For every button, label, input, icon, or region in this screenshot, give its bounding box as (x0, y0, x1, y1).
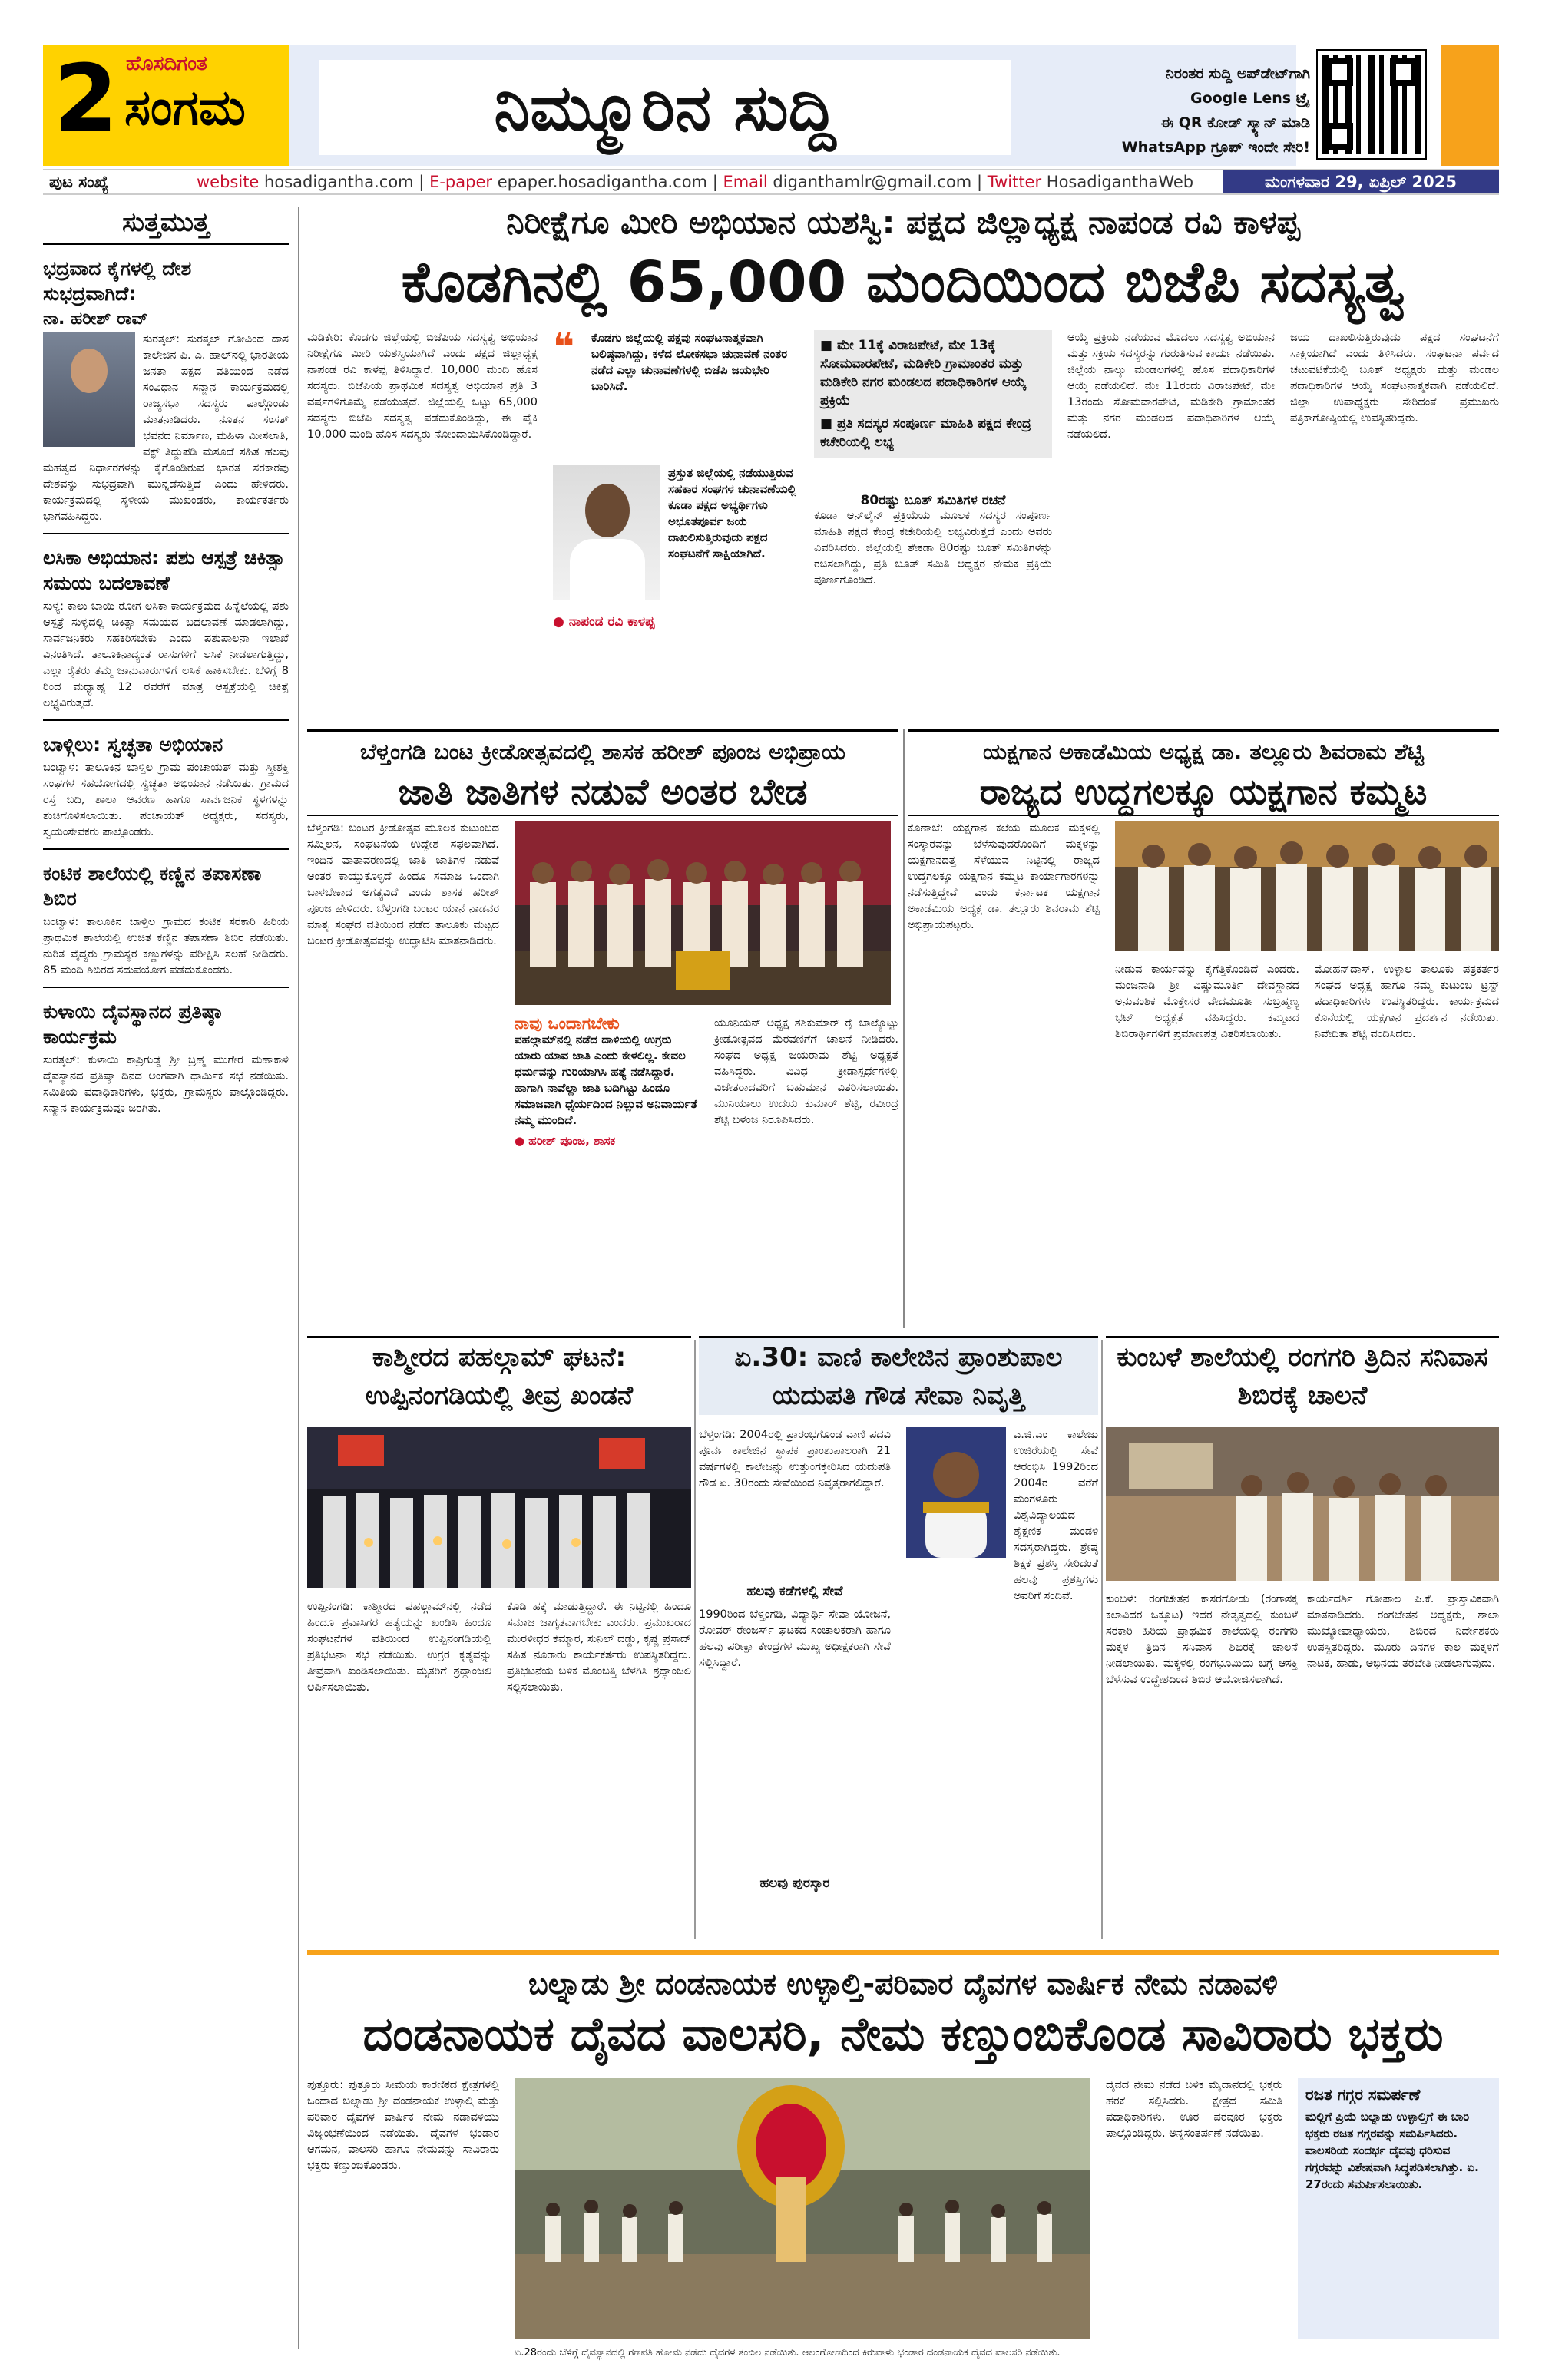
column-rule (694, 1340, 696, 1939)
quote-title: ನಾವು ಒಂದಾಗಬೇಕು (515, 1014, 620, 1033)
festival-photo-illustration (515, 2078, 1090, 2339)
sidebar-title: ರಜತ ಗಗ್ಗರ ಸಮರ್ಪಣೆ (1305, 2085, 1421, 2104)
story-author: ನಾ. ಹರೀಶ್ ರಾವ್ (43, 309, 148, 329)
highlight-box (814, 330, 1052, 458)
story-body: ಯೂನಿಯನ್ ಅಧ್ಯಕ್ಷ ಶಶಿಕುಮಾರ್ ರೈ ಬಾಲ್ಯೊಟ್ಟು ಕ್ರೀಡೋತ್ಸವದ ಮೆರವಣಿಗೆಗೆ ಚಾಲನೆ ನೀಡಿದರು. ಸಂಘದ ಅಧ್ಯಕ್ಷ ಜಯರಾಮ ಶೆಟ್ಟಿ ಅಧ್ಯಕ್ಷತೆ ವಹಿಸಿದ್ದರು. ವಿವಿಧ ಕ್ರೀಡಾಸ್ಪರ್ಧೆಗಳಲ್ಲಿ ವಿಜೇತರಾದವರಿಗೆ ಬಹುಮಾನ ವಿತರಿಸಲಾಯಿತು. ಮುನಿಯಾಲು ಉದಯ ಕುಮಾರ್ ಶೆಟ್ಟಿ, ರವೀಂದ್ರ ಶೆಟ್ಟಿ ಬಳಂಜ ನಿರೂಪಿಸಿದರು. (714, 1017, 898, 1126)
divider (43, 533, 289, 534)
left-story (43, 545, 289, 721)
story-principal (699, 1336, 1098, 1942)
divider (43, 987, 289, 988)
speaker-photo (43, 332, 135, 447)
story-kicker: ಬಲ್ನಾಡು ಶ್ರೀ ದಂಡನಾಯಕ ಉಳ್ಳಾಲ್ತಿ-ಪರಿವಾರ ದೈವಗಳ ವಾರ್ಷಿಕ ನೇಮ ನಡಾವಳಿ (528, 1967, 1278, 2001)
subhead: 80ರಷ್ಟು ಬೂತ್ ಸಮಿತಿಗಳ ರಚನೆ (860, 493, 1006, 508)
workshop-photo (1106, 1427, 1499, 1581)
twitter-label: Twitter (987, 173, 1042, 191)
column-rule (1101, 1340, 1103, 1939)
section-title: ನಿಮ್ಮೂರಿನ ಸುದ್ದಿ (319, 60, 1011, 155)
story-body: ಎ.ಜಿ.ಎಂ ಕಾಲೇಜು ಉಜಿರೆಯಲ್ಲಿ ಸೇವೆ ಆರಂಭಿಸಿ 1992ರಿಂದ 2004ರ ವರೆಗೆ ಮಂಗಳೂರು ವಿಶ್ವವಿದ್ಯಾಲಯದ ಶೈಕ್ಷಣಿಕ ಮಂಡಳಿ ಸದಸ್ಯರಾಗಿದ್ದರು. ಶ್ರೇಷ್ಠ ಶಿಕ್ಷಕ ಪ್ರಶಸ್ತಿ ಸೇರಿದಂತೆ ಹಲವು ಪ್ರಶಸ್ತಿಗಳು ಅವರಿಗೆ ಸಂದಿವೆ. (1014, 1429, 1098, 1602)
left-column (43, 207, 289, 2349)
supplement-name: ಸಂಗಮ (124, 80, 246, 137)
story-headline: ಕುಳಾಯಿ ದೈವಸ್ಥಾನದ ಪ್ರತಿಷ್ಠಾ ಕಾರ್ಯಕ್ರಮ (43, 1000, 222, 1048)
pull-quote (553, 326, 806, 722)
event-photo (1115, 821, 1499, 951)
column-rule (298, 207, 299, 2349)
leader-photo (553, 465, 660, 600)
quote-author: ● ನಾಪಂಡ ರವಿ ಕಾಳಪ್ಪ (553, 614, 655, 630)
page-number: 2 (54, 46, 118, 153)
story-body: ಸುರತ್ಕಲ್: ಕುಳಾಯಿ ಕಾಪ್ರಿಗುಡ್ಡೆ ಶ್ರೀ ಬ್ರಹ್ಮ ಮುಗೇರ ಮಹಾಕಾಳಿ ದೈವಸ್ಥಾನದ ಪ್ರತಿಷ್ಠಾ ದಿನದ ಅಂಗವಾಗಿ ಧಾರ್ಮಿಕ ಸಭೆ ನಡೆಯಿತು. ಸಮಿತಿಯ ಪದಾಧಿಕಾರಿಗಳು, ಭಕ್ತರು, ಗ್ರಾಮಸ್ಥರು ಪಾಲ್ಗೊಂಡಿದ್ದರು. ಸನ್ಮಾನ ಕಾರ್ಯಕ್ರಮವೂ ಜರಗಿತು. (43, 1054, 289, 1115)
info-bar (43, 169, 1499, 195)
story-body: ಪುತ್ತೂರು: ಪುತ್ತೂರು ಸೀಮೆಯ ಕಾರಣಿಕದ ಕ್ಷೇತ್ರಗಳಲ್ಲಿ ಒಂದಾದ ಬಲ್ನಾಡು ಶ್ರೀ ದಂಡನಾಯಕ ಉಳ್ಳಾಲ್ತಿ ಮತ್ತು ಪರಿವಾರ ದೈವಗಳ ವಾರ್ಷಿಕ ನೇಮ ನಡಾವಳಿಯು ವಿಜೃಂಭಣೆಯಿಂದ ನಡೆಯಿತು. ದೈವಗಳ ಭಂಡಾರ ಆಗಮನ, ವಾಲಸರಿ ಹಾಗೂ ನೇಮವನ್ನು ಸಾವಿರಾರು ಭಕ್ತರು ಕಣ್ತುಂಬಿಕೊಂಡರು. (307, 2079, 499, 2172)
story-body: ಕೊಣಾಜೆ: ಯಕ್ಷಗಾನ ಕಲೆಯ ಮೂಲಕ ಮಕ್ಕಳಲ್ಲಿ ಸಂಸ್ಕಾರವನ್ನು ಬೆಳೆಸುವುದರೊಂದಿಗೆ ಮಕ್ಕಳನ್ನು ಯಕ್ಷಗಾನದತ್ತ ಸೆಳೆಯುವ ನಿಟ್ಟಿನಲ್ಲಿ ರಾಜ್ಯದ ಉದ್ದಗಲಕ್ಕೂ ಯಕ್ಷಗಾನ ಕಮ್ಮಟ ಕಾರ್ಯಾಗಾರಗಳನ್ನು ನಡೆಸುತ್ತಿದ್ದೇವೆ ಎಂದು ಕರ್ನಾಟಕ ಯಕ್ಷಗಾನ ಅಕಾಡೆಮಿಯ ಅಧ್ಯಕ್ಷ ಡಾ. ತಲ್ಲೂರು ಶಿವರಾಮ ಶೆಟ್ಟಿ ಅಭಿಪ್ರಾಯಪಟ್ಟರು. (908, 822, 1100, 931)
highlight-point: ■ ಪ್ರತಿ ಸದಸ್ಯರ ಸಂಪೂರ್ಣ ಮಾಹಿತಿ ಪಕ್ಷದ ಕೇಂದ್ರ ಕಚೇರಿಯಲ್ಲಿ ಲಭ್ಯ (820, 416, 1031, 450)
portrait-illustration (906, 1427, 1006, 1558)
story-body: ಮೋಹನ್‌ದಾಸ್, ಉಳ್ಳಾಲ ತಾಲೂಕು ಪತ್ರಕರ್ತರ ಸಂಘದ ಅಧ್ಯಕ್ಷ ಹಾಗೂ ನಮ್ಮ ಕುಟುಂಬ ಟ್ರಸ್ಟ್ ಪದಾಧಿಕಾರಿಗಳು ಉಪಸ್ಥಿತರಿದ್ದರು. ಕಾರ್ಯಕ್ರಮದ ಕೊನೆಯಲ್ಲಿ ಯಕ್ಷಗಾನ ಪ್ರದರ್ಶನ ನಡೆಯಿತು. ನಿವೇದಿತಾ ಶೆಟ್ಟಿ ವಂದಿಸಿದರು. (1315, 964, 1499, 1040)
qr-finder (1325, 58, 1353, 86)
promo-line: WhatsApp ಗ್ರೂಪ್ ಇಂದೇ ಸೇರಿ! (1121, 139, 1310, 156)
left-story (43, 256, 289, 534)
quote-text: ಪಹಲ್ಗಾಮ್‌ನಲ್ಲಿ ನಡೆದ ದಾಳಿಯಲ್ಲಿ ಉಗ್ರರು ಯಾರು ಯಾವ ಜಾತಿ ಎಂದು ಕೇಳಲಿಲ್ಲ. ಕೇವಲ ಧರ್ಮವನ್ನು ಗುರಿಯಾಗಿಸಿ ಹತ್ಯೆ ನಡೆಸಿದ್ದಾರೆ. ಹಾಗಾಗಿ ನಾವೆಲ್ಲಾ ಜಾತಿ ಬದಿಗಿಟ್ಟು ಹಿಂದೂ ಸಮಾಜವಾಗಿ ಧೈರ್ಯದಿಂದ ನಿಲ್ಲುವ ಅನಿವಾರ್ಯತೆ ನಮ್ಮ ಮುಂದಿದೆ. (515, 1033, 697, 1127)
story-body: ಬೆಳ್ತಂಗಡಿ: 2004ರಲ್ಲಿ ಪ್ರಾರಂಭಗೊಂಡ ವಾಣಿ ಪದವಿ ಪೂರ್ವ ಕಾಲೇಜಿನ ಸ್ಥಾಪಕ ಪ್ರಾಂಶುಪಾಲರಾಗಿ 21 ವರ್ಷಗಳಲ್ಲಿ ಕಾಲೇಜನ್ನು ಉತ್ತುಂಗಕ್ಕೇರಿಸಿದ ಯದುಪತಿ ಗೌಡ ಏ. 30ರಂದು ಸೇವೆಯಿಂದ ನಿವೃತ್ತರಾಗಲಿದ್ದಾರೆ. (699, 1429, 891, 1489)
story-headline: ರಾಜ್ಯದ ಉದ್ದಗಲಕ್ಕೂ ಯಕ್ಷಗಾನ ಕಮ್ಮಟ (908, 769, 1499, 816)
whatsapp-promo (1018, 61, 1310, 160)
story-ballanadu (307, 1950, 1499, 2359)
story-kicker: ಯಕ್ಷಗಾನ ಅಕಾಡೆಮಿಯ ಅಧ್ಯಕ್ಷ ಡಾ. ತಲ್ಲೂರು ಶಿವರಾಮ ಶೆಟ್ಟಿ (983, 739, 1424, 765)
quote-author: ● ಹರೀಶ್ ಪೂಂಜ, ಶಾಸಕ (515, 1134, 616, 1148)
photo-caption: ಏ.28ರಂದು ಬೆಳಿಗ್ಗೆ ದೈವಸ್ಥಾನದಲ್ಲಿ ಗಣಪತಿ ಹೋಮ ನಡೆದು ದೈವಗಳ ತಂಬಿಲ ನಡೆಯಿತು. ಆಲಂಗೋಣದಿಂದ ಕಿರುವಾಳು ಭಂಡಾರ ದಂಡನಾಯಕ ದೈವದ ವಾಲಸರಿ ನಡೆಯಿತು. (515, 2347, 1061, 2359)
accent-block (1441, 45, 1499, 166)
epaper-label: E-paper (429, 173, 492, 191)
subhead: ಹಲವು ಪುರಸ್ಕಾರ (759, 1876, 830, 1891)
story-body: ಆಯ್ಕೆ ಪ್ರಕ್ರಿಯೆ ನಡೆಯುವ ಮೊದಲು ಸದಸ್ಯತ್ವ ಅಭಿಯಾನ ಮತ್ತು ಸಕ್ರಿಯ ಸದಸ್ಯರನ್ನು ಗುರುತಿಸುವ ಕಾರ್ಯ ನಡೆಯಿತು. ಜಿಲ್ಲೆಯ ನಾಲ್ಕು ಮಂಡಲಗಳಲ್ಲಿ ಹೊಸ ಪದಾಧಿಕಾರಿಗಳ ಆಯ್ಕೆ ನಡೆಯಲಿದೆ. ಮೇ 11ರಂದು ವಿರಾಜಪೇಟೆ, ಮೇ 13ರಂದು ಸೋಮವಾರಪೇಟೆ, ಮಡಿಕೇರಿ ಗ್ರಾಮಾಂತರ ಮತ್ತು ನಗರ ಮಂಡಲದ ಪದಾಧಿಕಾರಿಗಳ ಆಯ್ಕೆ ನಡೆಯಲಿದೆ. (1067, 332, 1275, 441)
story-body: ಮಡಿಕೇರಿ: ಕೊಡಗು ಜಿಲ್ಲೆಯಲ್ಲಿ ಬಿಜೆಪಿಯ ಸದಸ್ಯತ್ವ ಅಭಿಯಾನ ನಿರೀಕ್ಷೆಗೂ ಮೀರಿ ಯಶಸ್ವಿಯಾಗಿದೆ ಎಂದು ಪಕ್ಷದ ಜಿಲ್ಲಾಧ್ಯಕ್ಷ ನಾಪಂಡ ರವಿ ಕಾಳಪ್ಪ ತಿಳಿಸಿದ್ದಾರೆ. 10,000 ಮಂದಿ ಹೊಸ ಸದಸ್ಯರು. ಬಿಜೆಪಿಯ ಪ್ರಾಥಮಿಕ ಸದಸ್ಯತ್ವ ಅಭಿಯಾನ ಪ್ರತಿ 3 ವರ್ಷಗಳಿಗೊಮ್ಮೆ ನಡೆಯುತ್ತದೆ. ಜಿಲ್ಲೆಯಲ್ಲಿ ಒಟ್ಟು 65,000 ಸದಸ್ಯರು ಬಿಜೆಪಿ ಸದಸ್ಯತ್ವ ಪಡೆದುಕೊಂಡಿದ್ದು, ಈ ಪೈಕಿ 10,000 ಮಂದಿ ಹೊಸ ಸದಸ್ಯರು ನೋಂದಾಯಿಸಿಕೊಂಡಿದ್ದಾರೆ. (307, 332, 538, 441)
contact-links: website hosadigantha.com | E-paper epaper.hosadigantha.com | Email diganthamlr@gmail.com | Twitter HosadiganthaWeb (197, 173, 1194, 191)
qr-finder (1325, 123, 1353, 150)
left-story (43, 732, 289, 850)
story-headline: ಬಾಳ್ಗಿಲು: ಸ್ವಚ್ಛತಾ ಅಭಿಯಾನ (43, 733, 223, 755)
subhead: ಹಲವು ಕಡೆಗಳಲ್ಲಿ ಸೇವೆ (746, 1584, 843, 1599)
story-body: ಸುರತ್ಕಲ್: ಸುರತ್ಕಲ್ ಗೋವಿಂದ ದಾಸ ಕಾಲೇಜಿನ ಪಿ. ಎ. ಹಾಲ್‌ನಲ್ಲಿ ಭಾರತೀಯ ಜನತಾ ಪಕ್ಷದ ವತಿಯಿಂದ ನಡೆದ ಸಂವಿಧಾನ ಸನ್ಮಾನ ಕಾರ್ಯಕ್ರಮದಲ್ಲಿ ರಾಜ್ಯಸಭಾ ಸದಸ್ಯರು ಪಾಲ್ಗೊಂಡು ಮಾತನಾಡಿದರು. ನೂತನ ಸಂಸತ್ ಭವನದ ನಿರ್ಮಾಣ, ಮಹಿಳಾ ಮೀಸಲಾತಿ, ವಕ್ಫ್ ತಿದ್ದುಪಡಿ ಮಸೂದೆ ಸಹಿತ ಹಲವು ಮಹತ್ವದ ನಿರ್ಧಾರಗಳನ್ನು ಕೈಗೊಂಡಿರುವ ಭಾರತ ಸರಕಾರವು ದೇಶವನ್ನು ಸುಭದ್ರವಾಗಿ ಮುನ್ನಡೆಸುತ್ತಿದೆ ಎಂದು ಹೇಳಿದರು. ಕಾರ್ಯಕ್ರಮದಲ್ಲಿ ಸ್ಥಳೀಯ ಮುಖಂಡರು, ಕಾರ್ಯಕರ್ತರು ಭಾಗವಹಿಸಿದ್ದರು. (43, 333, 289, 523)
story-yakshagana (908, 729, 1499, 1336)
story-body: ಕುಂಬಳೆ: ರಂಗಚೇತನ ಕಾಸರಗೋಡು (ರಂಗಾಸಕ್ತ ಕಲಾವಿದರ ಒಕ್ಕೂಟ) ಇದರ ನೇತೃತ್ವದಲ್ಲಿ ಕುಂಬಳೆ ಸರಕಾರಿ ಹಿರಿಯ ಪ್ರಾಥಮಿಕ ಶಾಲೆಯಲ್ಲಿ ರಂಗಗರಿ ಮಕ್ಕಳ ತ್ರಿದಿನ ಸನಿವಾಸ ಶಿಬಿರಕ್ಕೆ ಚಾಲನೆ ನೀಡಲಾಯಿತು. ಮಕ್ಕಳಲ್ಲಿ ರಂಗಭೂಮಿಯ ಬಗ್ಗೆ ಆಸಕ್ತಿ ಬೆಳೆಸುವ ಉದ್ದೇಶದಿಂದ ಶಿಬಿರ ಆಯೋಜಿಸಲಾಗಿದೆ. (1106, 1593, 1298, 1686)
festival-photo (515, 2078, 1090, 2339)
stage-photo-illustration (515, 821, 891, 1005)
story-body: ಸುಳ್ಯ: ಕಾಲು ಬಾಯಿ ರೋಗ ಲಸಿಕಾ ಕಾರ್ಯಕ್ರಮದ ಹಿನ್ನೆಲೆಯಲ್ಲಿ ಪಶು ಆಸ್ಪತ್ರೆ ಸುಳ್ಯದಲ್ಲಿ ಚಿಕಿತ್ಸಾ ಸಮಯದ ಬದಲಾವಣೆ ಮಾಡಲಾಗಿದ್ದು, ಸಾರ್ವಜನಿಕರು ಸಹಕರಿಸಬೇಕು ಎಂದು ಪಶುಪಾಲನಾ ಇಲಾಖೆ ವಿನಂತಿಸಿದೆ. ತಾಲೂಕಿನಾದ್ಯಂತ ರಾಸುಗಳಿಗೆ ಲಸಿಕೆ ನೀಡಲಾಗುತ್ತಿದ್ದು, ಎಲ್ಲಾ ರೈತರು ತಮ್ಮ ಜಾನುವಾರುಗಳಿಗೆ ಲಸಿಕೆ ಹಾಕಿಸಬೇಕು. ಬೆಳಿಗ್ಗೆ 8 ರಿಂದ ಮಧ್ಯಾಹ್ನ 12 ರವರೆಗೆ ಮಾತ್ರ ಆಸ್ಪತ್ರೆಯಲ್ಲಿ ಚಿಕಿತ್ಸೆ ಲಭ್ಯವಿರುತ್ತದೆ. (43, 600, 289, 709)
brand-block (43, 45, 289, 166)
story-kicker: ನಿರೀಕ್ಷೆಗೂ ಮೀರಿ ಅಭಿಯಾನ ಯಶಸ್ವಿ: ಪಕ್ಷದ ಜಿಲ್ಲಾಧ್ಯಕ್ಷ ನಾಪಂಡ ರವಿ ಕಾಳಪ್ಪ (506, 203, 1300, 241)
story-headline: ಜಾತಿ ಜಾತಿಗಳ ನಡುವೆ ಅಂತರ ಬೇಡ (307, 769, 898, 816)
quote-text: ಕೊಡಗು ಜಿಲ್ಲೆಯಲ್ಲಿ ಪಕ್ಷವು ಸಂಘಟನಾತ್ಮಕವಾಗಿ ಬಲಿಷ್ಠವಾಗಿದ್ದು, ಕಳೆದ ಲೋಕಸಭಾ ಚುನಾವಣೆ ನಂತರ ನಡೆದ ಎಲ್ಲಾ ಚುನಾವಣೆಗಳಲ್ಲಿ ಬಿಜೆಪಿ ಜಯಭೇರಿ ಬಾರಿಸಿದೆ. (591, 331, 788, 393)
sidebar-text: ಮಲ್ಲಿಗೆ ಪ್ರಿಯೆ ಬಲ್ನಾಡು ಉಳ್ಳಾಲ್ತಿಗೆ ಈ ಬಾರಿ ಭಕ್ತರು ರಜತ ಗಗ್ಗರವನ್ನು ಸಮರ್ಪಿಸಿದರು. ವಾಲಸರಿಯ ಸಂದರ್ಭ ದೈವವು ಧರಿಸುವ ಗಗ್ಗರವನ್ನು ವಿಶೇಷವಾಗಿ ಸಿದ್ಧಪಡಿಸಲಾಗಿತ್ತು. ಏ. 27ರಂದು ಸಮರ್ಪಿಸಲಾಯಿತು. (1305, 2110, 1479, 2191)
promo-line: ಈ QR ಕೋಡ್ ಸ್ಕ್ಯಾನ್ ಮಾಡಿ (1160, 114, 1310, 131)
story-body: ಬಂಟ್ವಾಳ: ತಾಲೂಕಿನ ಬಾಳ್ತಿಲ ಗ್ರಾಮದ ಕಂಟಿಕ ಸರಕಾರಿ ಹಿರಿಯ ಪ್ರಾಥಮಿಕ ಶಾಲೆಯಲ್ಲಿ ಉಚಿತ ಕಣ್ಣಿನ ತಪಾಸಣಾ ಶಿಬಿರ ನಡೆಯಿತು. ನುರಿತ ವೈದ್ಯರು ಗ್ರಾಮಸ್ಥರ ಕಣ್ಣುಗಳನ್ನು ಪರೀಕ್ಷಿಸಿ ಸಲಹೆ ನೀಡಿದರು. 85 ಮಂದಿ ಶಿಬಿರದ ಸದುಪಯೋಗ ಪಡೆದುಕೊಂಡರು. (43, 916, 289, 977)
epaper-link[interactable]: epaper.hosadigantha.com (497, 173, 708, 191)
divider (43, 848, 289, 850)
story-body: ನೀಡುವ ಕಾರ್ಯವನ್ನು ಕೈಗೆತ್ತಿಕೊಂಡಿದೆ ಎಂದರು. ಮಂಜನಾಡಿ ಶ್ರೀ ವಿಷ್ಣುಮೂರ್ತಿ ದೇವಸ್ಥಾನದ ಅನುವಂಶಿಕ ಮೊಕ್ತೇಸರ ವೇದಮೂರ್ತಿ ಸುಬ್ರಹ್ಮಣ್ಯ ಭಟ್ ಅಧ್ಯಕ್ಷತೆ ವಹಿಸಿದ್ದರು. ಕಮ್ಮಟದ ಶಿಬಿರಾರ್ಥಿಗಳಿಗೆ ಪ್ರಮಾಣಪತ್ರ ವಿತರಿಸಲಾಯಿತು. (1115, 964, 1299, 1040)
story-headline: ಏ.30: ವಾಣಿ ಕಾಲೇಜಿನ ಪ್ರಾಂಶುಪಾಲ ಯದುಪತಿ ಗೌಡ ಸೇವಾ ನಿವೃತ್ತಿ (734, 1342, 1063, 1411)
story-body: 1990ರಿಂದ ಬೆಳ್ತಂಗಡಿ, ವಿದ್ಯಾರ್ಥಿ ಸೇವಾ ಯೋಜನೆ, ರೋವರ್ ರೇಂಜರ್ಸ್ ಘಟಕದ ಸಂಚಾಲಕರಾಗಿ ಹಾಗೂ ಹಲವು ಪರೀಕ್ಷಾ ಕೇಂದ್ರಗಳ ಮುಖ್ಯ ಅಧೀಕ್ಷಕರಾಗಿ ಸೇವೆ ಸಲ್ಲಿಸಿದ್ದಾರೆ. (699, 1608, 891, 1669)
left-story (43, 999, 289, 1117)
headline-box (699, 1338, 1098, 1415)
website-label: website (197, 173, 260, 191)
story-body: ಜಯ ದಾಖಲಿಸುತ್ತಿರುವುದು ಪಕ್ಷದ ಸಂಘಟನೆಗೆ ಸಾಕ್ಷಿಯಾಗಿದೆ ಎಂದು ತಿಳಿಸಿದರು. ಸಂಘಟನಾ ಪರ್ವದ ಚಟುವಟಿಕೆಯಲ್ಲಿ ಬೂತ್ ಅಧ್ಯಕ್ಷರು ಮತ್ತು ಮಂಡಲ ಪದಾಧಿಕಾರಿಗಳ ಆಯ್ಕೆ ಸಂಘಟನಾತ್ಮಕವಾಗಿ ನಡೆಯಲಿದೆ. ಜಿಲ್ಲಾ ಉಪಾಧ್ಯಕ್ಷರು ಸೇರಿದಂತೆ ಪ್ರಮುಖರು ಪತ್ರಿಕಾಗೋಷ್ಠಿಯಲ್ಲಿ ಉಪಸ್ಥಿತರಿದ್ದರು. (1290, 332, 1499, 425)
promo-line: ನಿರಂತರ ಸುದ್ದಿ ಅಪ್‌ಡೇಟ್‌ಗಾಗಿ (1166, 65, 1310, 82)
quote-icon: ❝ (553, 326, 575, 369)
brand-logo-text: ಹೊಸದಿಗಂತ (126, 52, 207, 75)
column-rule (903, 729, 905, 1328)
promo-line: Google Lens ಟ್ರೈ (1190, 90, 1310, 107)
story-body: ಕೂಡಾ ಆನ್‌ಲೈನ್ ಪ್ರಕ್ರಿಯೆಯ ಮೂಲಕ ಸದಸ್ಯರ ಸಂಪೂರ್ಣ ಮಾಹಿತಿ ಪಕ್ಷದ ಕೇಂದ್ರ ಕಚೇರಿಯಲ್ಲಿ ಲಭ್ಯವಿರುತ್ತದೆ ಎಂದು ಅವರು ವಿವರಿಸಿದರು. ಜಿಲ್ಲೆಯಲ್ಲಿ ಶೇಕಡಾ 80ರಷ್ಟು ಬೂತ್ ಸಮಿತಿಗಳನ್ನು ರಚಿಸಲಾಗಿದ್ದು, ಪ್ರತಿ ಬೂತ್ ಸಮಿತಿ ಅಧ್ಯಕ್ಷರ ನೇಮಕ ಪ್ರಕ್ರಿಯೆ ಪೂರ್ಣಗೊಂಡಿದೆ. (814, 510, 1052, 587)
sidebar-box (1298, 2078, 1499, 2339)
story-body: ಉಪ್ಪಿನಂಗಡಿ: ಕಾಶ್ಮೀರದ ಪಹಲ್ಗಾಮ್‌ನಲ್ಲಿ ನಡೆದ ಹಿಂದೂ ಪ್ರವಾಸಿಗರ ಹತ್ಯೆಯನ್ನು ಖಂಡಿಸಿ ಹಿಂದೂ ಸಂಘಟನೆಗಳ ವತಿಯಿಂದ ಉಪ್ಪಿನಂಗಡಿಯಲ್ಲಿ ಪ್ರತಿಭಟನಾ ಸಭೆ ನಡೆಯಿತು. ಉಗ್ರರ ಕೃತ್ಯವನ್ನು ತೀವ್ರವಾಗಿ ಖಂಡಿಸಲಾಯಿತು. ಮೃತರಿಗೆ ಶ್ರದ್ಧಾಂಜಲಿ ಅರ್ಪಿಸಲಾಯಿತು. (307, 1601, 491, 1694)
workshop-photo-illustration (1106, 1427, 1499, 1581)
protest-photo-illustration (307, 1427, 691, 1588)
issue-date: ಮಂಗಳವಾರ 29, ಏಪ್ರಿಲ್ 2025 (1223, 170, 1499, 193)
twitter-link[interactable]: HosadiganthaWeb (1046, 173, 1194, 191)
story-body: ದೈವದ ನೇಮ ನಡೆದ ಬಳಿಕ ಮೈದಾನದಲ್ಲಿ ಭಕ್ತರು ಹರಕೆ ಸಲ್ಲಿಸಿದರು. ಕ್ಷೇತ್ರದ ಸಮಿತಿ ಪದಾಧಿಕಾರಿಗಳು, ಊರ ಪರವೂರ ಭಕ್ತರು ಪಾಲ್ಗೊಂಡಿದ್ದರು. ಅನ್ನಸಂತರ್ಪಣೆ ನಡೆಯಿತು. (1106, 2079, 1282, 2140)
highlight-point: ■ ಮೇ 11ಕ್ಕೆ ವಿರಾಜಪೇಟೆ, ಮೇ 13ಕ್ಕೆ ಸೋಮವಾರಪೇಟೆ, ಮಡಿಕೇರಿ ಗ್ರಾಮಾಂತರ ಮತ್ತು ಮಡಿಕೇರಿ ನಗರ ಮಂಡಲದ ಪದಾಧಿಕಾರಿಗಳ ಆಯ್ಕೆ ಪ್ರಕ್ರಿಯೆ (820, 338, 1027, 408)
story-headline: ಕುಂಬಳೆ ಶಾಲೆಯಲ್ಲಿ ರಂಗಗರಿ ತ್ರಿದಿನ ಸನಿವಾಸ ಶಿಬಿರಕ್ಕೆ ಚಾಲನೆ (1117, 1342, 1488, 1411)
qr-code-icon[interactable] (1318, 51, 1425, 158)
story-headline: ಲಸಿಕಾ ಅಭಿಯಾನ: ಪಶು ಆಸ್ಪತ್ರೆ ಚಿಕಿತ್ಸಾ ಸಮಯ ಬದಲಾವಣೆ (43, 547, 285, 594)
story-headline: ಕೊಡಗಿನಲ್ಲಿ 65,000 ಮಂದಿಯಿಂದ ಬಿಜೆಪಿ ಸದಸ್ಯತ್ವ (401, 250, 1405, 316)
principal-photo (906, 1427, 1006, 1558)
qr-finder (1390, 58, 1418, 86)
page-label: ಪುಟ ಸಂಖ್ಯೆ (49, 173, 109, 191)
story-headline: ಕಾಶ್ಮೀರದ ಪಹಲ್ಗಾಮ್ ಘಟನೆ: ಉಪ್ಪಿನಂಗಡಿಯಲ್ಲಿ ತೀವ್ರ ಖಂಡನೆ (365, 1342, 634, 1411)
pull-quote (515, 1016, 699, 1149)
story-headline: ಭದ್ರವಾದ ಕೈಗಳಲ್ಲಿ ದೇಶ ಸುಭದ್ರವಾಗಿದೆ: (43, 257, 192, 305)
story-kicker: ಬೆಳ್ತಂಗಡಿ ಬಂಟ ಕ್ರೀಡೋತ್ಸವದಲ್ಲಿ ಶಾಸಕ ಹರೀಶ್ ಪೂಂಜ ಅಭಿಪ್ರಾಯ (360, 739, 845, 765)
email-link[interactable]: diganthamlr@gmail.com (773, 173, 972, 191)
masthead (43, 45, 1499, 166)
story-body: ಬಂಟ್ವಾಳ: ತಾಲೂಕಿನ ಬಾಳ್ತಿಲ ಗ್ರಾಮ ಪಂಚಾಯತ್ ಮತ್ತು ಸ್ತ್ರೀಶಕ್ತಿ ಸಂಘಗಳ ಸಹಯೋಗದಲ್ಲಿ ಸ್ವಚ್ಛತಾ ಅಭಿಯಾನ ನಡೆಯಿತು. ಗ್ರಾಮದ ರಸ್ತೆ ಬದಿ, ಶಾಲಾ ಆವರಣ ಹಾಗೂ ಸಾರ್ವಜನಿಕ ಸ್ಥಳಗಳನ್ನು ಶುಚಿಗೊಳಿಸಲಾಯಿತು. ಪಂಚಾಯತ್ ಅಧ್ಯಕ್ಷರು, ಸದಸ್ಯರು, ಸ್ವಯಂಸೇವಕರು ಪಾಲ್ಗೊಂಡರು. (43, 762, 289, 838)
story-headline: ಕಂಟಿಕ ಶಾಲೆಯಲ್ಲಿ ಕಣ್ಣಿನ ತಪಾಸಣಾ ಶಿಬಿರ (43, 862, 262, 910)
highlight-text: ಮೇ 11ಕ್ಕೆ ವಿರಾಜಪೇಟೆ, ಮೇ 13ಕ್ಕೆ ಸೋಮವಾರಪೇಟೆ, ಮಡಿಕೇರಿ ಗ್ರಾಮಾಂತರ ಮತ್ತು ಮಡಿಕೇರಿ ನಗರ ಮಂಡಲದ ಪದಾಧಿಕಾರಿಗಳ ಆಯ್ಕೆ ಪ್ರಕ್ರಿಯೆ (820, 338, 1027, 408)
group-photo-illustration (1115, 821, 1499, 951)
event-photo (515, 821, 891, 1005)
story-body: ಕೊಡಿ ಹಕ್ಕೆ ಮಾಡುತ್ತಿದ್ದಾರೆ. ಈ ನಿಟ್ಟಿನಲ್ಲಿ ಹಿಂದೂ ಸಮಾಜ ಜಾಗೃತವಾಗಬೇಕು ಎಂದರು. ಪ್ರಮುಖರಾದ ಮುರಳೀಧರ ಕೆಮ್ಮಾರ, ಸುನಿಲ್ ದಡ್ಡು, ಕೃಷ್ಣ ಪ್ರಸಾದ್ ಸಹಿತ ನೂರಾರು ಕಾರ್ಯಕರ್ತರು ಉಪಸ್ಥಿತರಿದ್ದರು. ಪ್ರತಿಭಟನೆಯ ಬಳಿಕ ಮೊಂಬತ್ತಿ ಬೆಳಗಿಸಿ ಶ್ರದ್ಧಾಂಜಲಿ ಸಲ್ಲಿಸಲಾಯಿತು. (507, 1601, 691, 1694)
story-belthangadi (307, 729, 898, 1336)
story-section (814, 493, 1052, 589)
highlight-text: ಪ್ರತಿ ಸದಸ್ಯರ ಸಂಪೂರ್ಣ ಮಾಹಿತಿ ಪಕ್ಷದ ಕೇಂದ್ರ ಕಚೇರಿಯಲ್ಲಿ ಲಭ್ಯ (820, 416, 1031, 450)
story-body: ಕಾರ್ಯದರ್ಶಿ ಗೋಪಾಲ ಪಿ.ಕೆ. ಪ್ರಾಸ್ತಾವಿಕವಾಗಿ ಮಾತನಾಡಿದರು. ರಂಗಚೇತನ ಅಧ್ಯಕ್ಷರು, ಶಾಲಾ ಮುಖ್ಯೋಪಾಧ್ಯಾಯರು, ಶಿಬಿರದ ನಿರ್ದೇಶಕರು ಉಪಸ್ಥಿತರಿದ್ದರು. ಮೂರು ದಿನಗಳ ಕಾಲ ಮಕ್ಕಳಿಗೆ ನಾಟಕ, ಹಾಡು, ಅಭಿನಯ ತರಬೇತಿ ನೀಡಲಾಗುವುದು. (1307, 1593, 1499, 1670)
email-label: Email (723, 173, 768, 191)
quote-text: ಪ್ರಸ್ತುತ ಜಿಲ್ಲೆಯಲ್ಲಿ ನಡೆಯುತ್ತಿರುವ ಸಹಕಾರ ಸಂಘಗಳ ಚುನಾವಣೆಯಲ್ಲಿ ಕೂಡಾ ಪಕ್ಷದ ಅಭ್ಯರ್ಥಿಗಳು ಅಭೂತಪೂರ್ವ ಜಯ ದಾಖಲಿಸುತ್ತಿರುವುದು ಪಕ್ಷದ ಸಂಘಟನೆಗೆ ಸಾಕ್ಷಿಯಾಗಿದೆ. (668, 466, 797, 560)
left-story (43, 861, 289, 988)
story-kumble (1106, 1336, 1499, 1942)
divider (43, 719, 289, 721)
story-kashmir (307, 1336, 691, 1942)
lead-story (307, 201, 1499, 728)
story-body: ಬೆಳ್ತಂಗಡಿ: ಬಂಟರ ಕ್ರೀಡೋತ್ಸವ ಮೂಲಕ ಕುಟುಂಬದ ಸಮ್ಮಿಲನ, ಸಂಘಟನೆಯ ಉದ್ದೇಶ ಸಫಲವಾಗಿದೆ. ಇಂದಿನ ವಾತಾವರಣದಲ್ಲಿ ಜಾತಿ ಜಾತಿಗಳ ನಡುವೆ ಅಂತರ ಕಾಯ್ದುಕೊಳ್ಳದೆ ಹಿಂದೂ ಸಮಾಜ ಒಂದಾಗಿ ಬಾಳಬೇಕಾದ ಅಗತ್ಯವಿದೆ ಎಂದು ಶಾಸಕ ಹರೀಶ್ ಪೂಂಜ ಹೇಳಿದರು. ಬೆಳ್ತಂಗಡಿ ಬಂಟರ ಯಾನೆ ನಾಡವರ ಮಾತೃ ಸಂಘದ ವತಿಯಿಂದ ನಡೆದ ತಾಲೂಕು ಮಟ್ಟದ ಬಂಟರ ಕ್ರೀಡೋತ್ಸವವನ್ನು ಉದ್ಘಾಟಿಸಿ ಮಾತನಾಡಿದರು. (307, 822, 499, 947)
story-headline: ದಂಡನಾಯಕ ದೈವದ ವಾಲಸರಿ, ನೇಮ ಕಣ್ತುಂಬಿಕೊಂಡ ಸಾವಿರಾರು ಭಕ್ತರು (362, 2008, 1444, 2061)
protest-photo (307, 1427, 691, 1588)
column-header: ಸುತ್ತಮುತ್ತ (43, 207, 289, 245)
website-link[interactable]: hosadigantha.com (264, 173, 414, 191)
